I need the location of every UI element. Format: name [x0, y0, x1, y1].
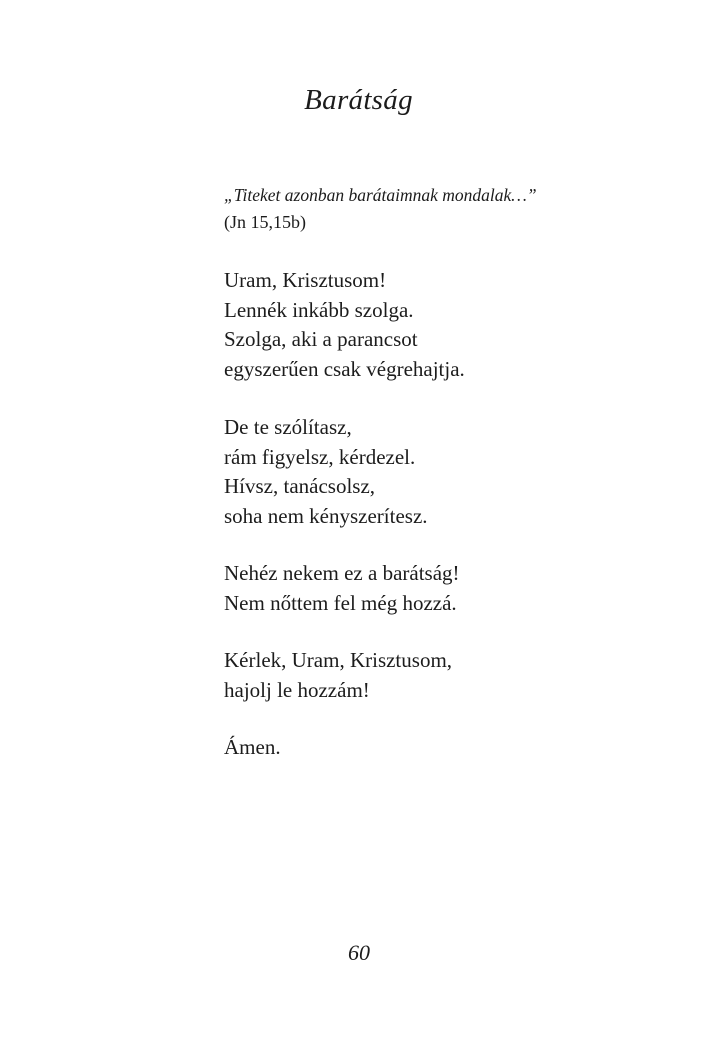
poem-line: De te szólítasz,: [224, 415, 352, 439]
stanza-3: [224, 559, 664, 618]
stanza-4: [224, 646, 664, 705]
poem-line: Nem nőttem fel még hozzá.: [224, 590, 457, 615]
poem-line: Lennék inkább szolga.: [224, 297, 414, 322]
poem-line: Ámen.: [224, 735, 281, 759]
poem-line: Szolga, aki a parancsot: [224, 327, 418, 351]
stanza-2: [224, 413, 664, 531]
poem-line: rám figyelsz, kérdezel.: [224, 444, 416, 469]
poem-line: egyszerűen csak végrehajtja.: [224, 356, 465, 381]
page-number: 60: [348, 940, 370, 965]
poem-line: hajolj le hozzám!: [224, 677, 370, 702]
poem-title: Barátság: [304, 84, 413, 116]
stanza-1: [224, 266, 664, 384]
poem-line: soha nem kényszerítesz.: [224, 503, 428, 528]
epigraph-quote: „Titeket azonban barátaimnak mondalak…”: [224, 185, 537, 205]
epigraph-reference: (Jn 15,15b): [224, 212, 306, 232]
poem-body: [224, 182, 664, 763]
poem-line: Nehéz nekem ez a barátság!: [224, 561, 460, 585]
poem-line: Hívsz, tanácsolsz,: [224, 474, 376, 498]
poem-line: Uram, Krisztusom!: [224, 268, 387, 292]
stanza-5: [224, 733, 664, 763]
poem-line: Kérlek, Uram, Krisztusom,: [224, 648, 453, 672]
